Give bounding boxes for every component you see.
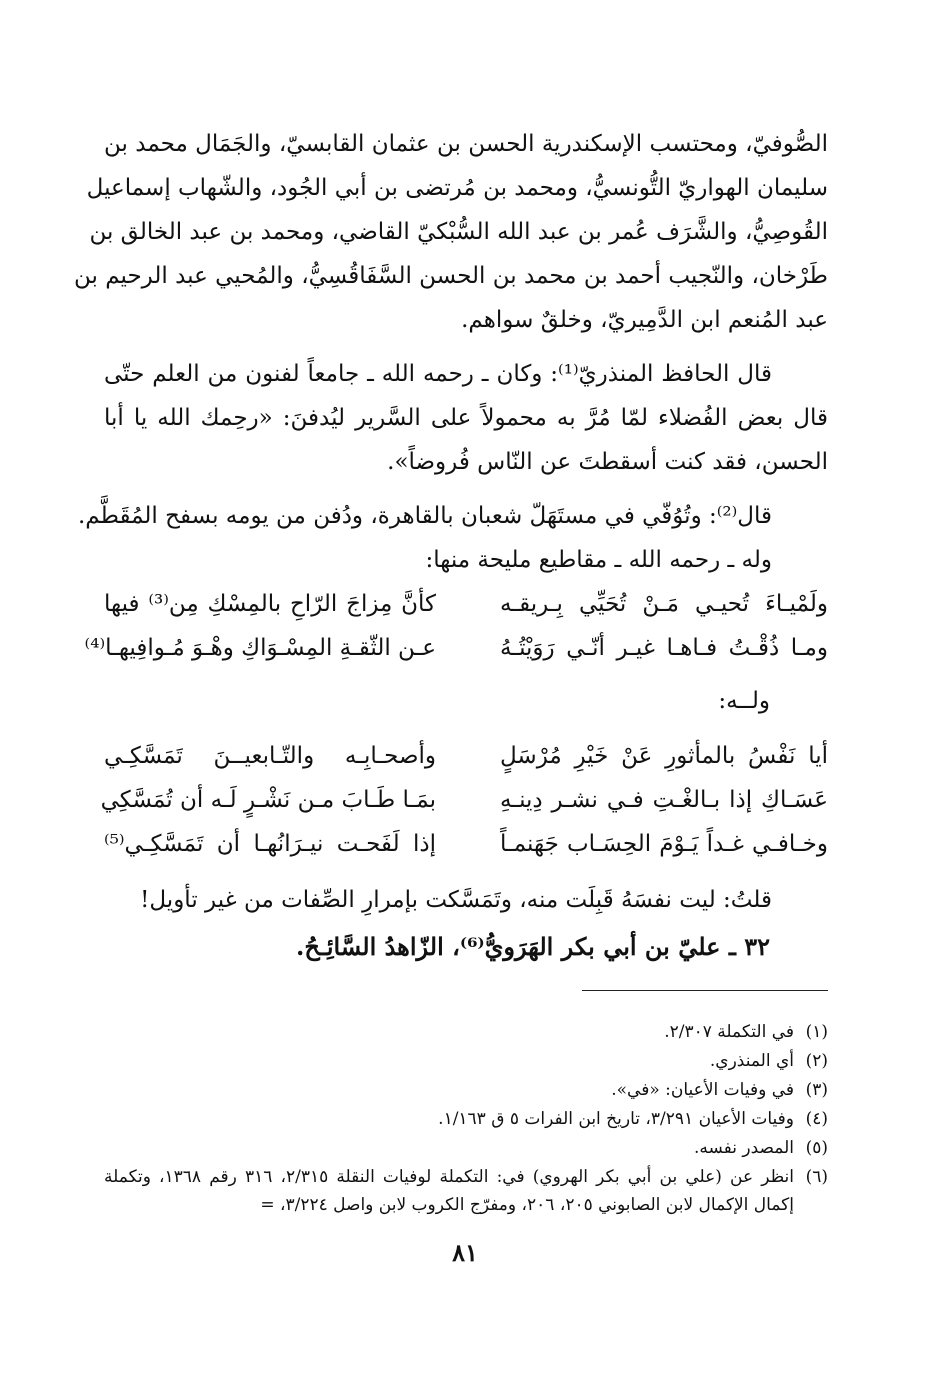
poem-1 [84, 582, 828, 670]
verse [84, 626, 828, 670]
verse [104, 582, 828, 626]
verse-first-hemistich: وخـافـي غـداً يَـوْمَ الحِسَـاب جَهَنمـاً [500, 831, 828, 857]
footnote-text: المصدر نفسه. [693, 1138, 794, 1158]
footnote [104, 1134, 828, 1163]
main-text [73, 122, 828, 582]
verse [100, 778, 828, 822]
footnote-divider [582, 990, 828, 991]
verse-first-hemistich: عَسَـاكِ إذا بـالغْـتِ فـي نشـر دِينـهِ [500, 787, 828, 813]
footnote [104, 1076, 828, 1105]
poem-2-label: ولــه: [718, 688, 770, 714]
footnote-number: (٦) [805, 1167, 828, 1187]
paragraph-2 [104, 352, 828, 484]
verse-first-hemistich: ولَمْيـاءَ تُحيـي مَـنْ تُحَيِّي بِـريقـه [500, 591, 828, 617]
poem-2 [100, 734, 828, 866]
text-line: وله ـ رحمه الله ـ مقاطيع مليحة منها: [425, 547, 772, 573]
footnote [104, 1047, 828, 1076]
paragraph-1 [73, 122, 828, 342]
text-line: طَرْخان، والنّجيب أحمد بن محمد بن الحسن السَّفَاقُسِيُّ، والمُحيي عبد الرحيم بن [73, 263, 828, 289]
paragraph-3 [77, 494, 828, 582]
text-line: قال⁽²⁾: وتُوُفّي في مستَهَلّ شعبان بالقاهرة، ودُفن من يومه بسفح المُقَطَّم. [77, 503, 772, 529]
footnote [104, 1163, 828, 1219]
verse-first-hemistich: ومـا ذُقْـتُ فـاهـا غيـر أنّـي رَوَيْتُـهُ [500, 635, 828, 661]
entry-heading: ٣٢ ـ عليّ بن أبي بكر الهَرَويُّ⁽⁶⁾، الزّاهدُ السَّائِـحُ. [295, 932, 770, 961]
text-line: القُوصِيُّ، والشَّرَف عُمر بن عبد الله السُّبْكيّ القاضي، ومحمد بن عبد الخالق بن [89, 219, 828, 245]
text-line: قال الحافظ المنذريّ⁽¹⁾: وكان ـ رحمه الله ـ جامعاً لفنون من العلم حتّى [104, 361, 772, 387]
verse [104, 734, 828, 778]
footnote-text: أي المنذري. [709, 1051, 794, 1071]
after-poem [104, 878, 828, 972]
verse [104, 822, 828, 866]
footnote-number: (٤) [805, 1109, 828, 1129]
footnote-number: (٣) [805, 1080, 828, 1100]
footnotes [104, 1018, 828, 1219]
footnote-text: في التكملة ٢/٣٠٧. [664, 1022, 794, 1042]
text-line: الحسن، فقد كنت أسقطتَ عن النّاس فُروضاً». [387, 449, 828, 475]
text-line: عبد المُنعم ابن الدَّمِيريّ، وخلقٌ سواهم. [461, 307, 828, 333]
footnote-text: في وفيات الأعيان: «في». [611, 1080, 794, 1100]
verse-second-hemistich: عـن الثّقـةِ المِسْـوَاكِ وهْـوَ مُـوافِيهـا⁽⁴⁾ [84, 635, 436, 661]
verse-second-hemistich: كأنَّ مِزاجَ الرّاحِ بالمِسْكِ مِن⁽³⁾ فيها [104, 591, 436, 617]
footnote [104, 1105, 828, 1134]
footnote [104, 1018, 828, 1047]
page-number: ٨١ [452, 1238, 478, 1267]
verse-second-hemistich: إذا لَفَحـت نيـرَانُهـا أن تَمَسَّكِـي⁽⁵⁾ [104, 831, 436, 857]
verse-second-hemistich: وأصحـابِـه والتّـابعيــنَ تَمَسَّكِـي [104, 743, 436, 769]
footnote-number: (٢) [805, 1051, 828, 1071]
footnote-text: وفيات الأعيان ٣/٢٩١، تاريخ ابن الفرات ٥ ق ١/١٦٣. [438, 1109, 794, 1129]
comment-line: قلتُ: ليت نفسَهُ قَبِلَت منه، وتَمَسَّكت بإمرارِ الصِّفات من غير تأويل! [140, 887, 772, 913]
footnote-number: (١) [805, 1022, 828, 1042]
verse-second-hemistich: بمَـا طَـابَ مـن نَشْـرٍ لَـه أن تُمَسَّكِي [100, 787, 436, 813]
text-line: الصُّوفيّ، ومحتسب الإسكندرية الحسن بن عثمان القابسيّ، والجَمَال محمد بن [104, 131, 828, 157]
text-line: قال بعض الفُضلاء لمّا مُرَّ به محمولاً على السَّرير ليُدفنَ: «رحِمك الله يا أبا [104, 405, 828, 431]
verse-first-hemistich: أيا نَفْسُ بالمأثورِ عَنْ خَيْرِ مُرْسَلٍ [500, 743, 828, 769]
footnote-number: (٥) [805, 1138, 828, 1158]
text-line: سليمان الهواريّ التُّونسيُّ، ومحمد بن مُرتضى بن أبي الجُود، والشّهاب إسماعيل [86, 175, 828, 201]
footnote-text: انظر عن (علي بن أبي بكر الهروي) في: التكملة لوفيات النقلة ٢/٣١٥، ٣١٦ رقم ١٣٦٨، وتكملة إكمال الإكمال لابن الصابوني ٢٠٥، ٢٠٦، ومفرّج الكروب لابن واصل ٣/٢٢٤، = [104, 1167, 795, 1215]
